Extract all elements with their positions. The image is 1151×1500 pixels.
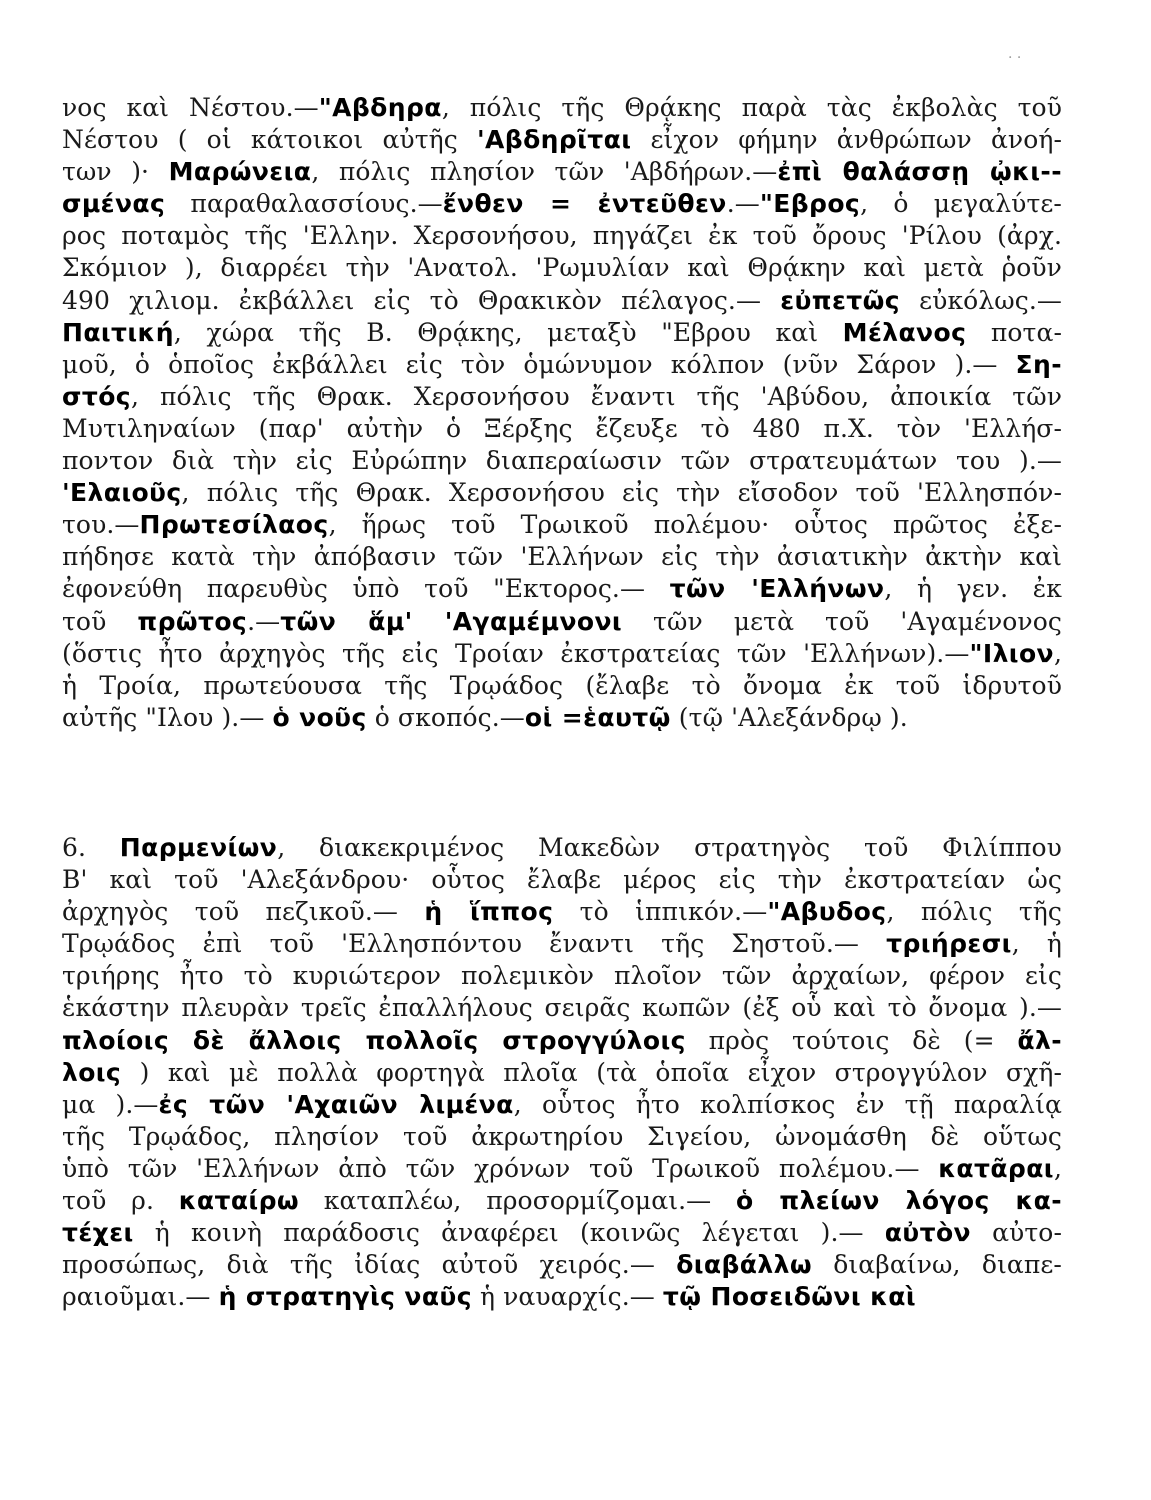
headword: Μαρώνεια [168, 157, 312, 187]
text-segment: τοῦ [62, 606, 138, 636]
headword: τῶν 'Ελλήνων [669, 574, 885, 604]
text-line [62, 1281, 1062, 1313]
text-segment: μα ).— [62, 1089, 159, 1119]
text-line [62, 349, 1062, 381]
text-line [62, 220, 1062, 252]
text-line [62, 606, 1062, 638]
text-segment: των )· [62, 157, 169, 187]
headword: ἡ στρατηγὶς ναῦς [218, 1282, 472, 1312]
text-segment: πήδησε κατὰ τὴν ἀπόβασιν τῶν 'Ελλήνων εἰς τὴν ἀσιατικὴν ἀκτὴν καὶ [62, 542, 1062, 572]
text-segment: διαβαίνω, διαπε- [811, 1250, 1062, 1280]
text-line [62, 445, 1062, 477]
text-segment: ἑκάστην πλευρὰν τρεῖς ἐπαλλήλους σειρᾶς κωπῶν (ἐξ οὗ καὶ τὸ ὄνομα ).— [62, 993, 1062, 1023]
headword: λοις [62, 1057, 122, 1087]
text-segment: (τῷ 'Αλεξάνδρῳ ). [670, 702, 908, 732]
text-segment: 6. [62, 833, 120, 862]
text-segment: ποντον διὰ τὴν εἰς Εὐρώπην διαπεραίωσιν τῶν στρατευμάτων του ).— [62, 446, 1062, 476]
text-segment: 490 χιλιομ. ἐκβάλλει εἰς τὸ Θρακικὸν πέλαγος.— [62, 285, 781, 315]
headword: Πρωτεσίλαος [139, 510, 329, 540]
text-segment: ποτα- [966, 317, 1062, 347]
headword: ἐς τῶν 'Αχαιῶν λιμένα [158, 1089, 514, 1119]
text-segment: ἡ Τροία, πρωτεύουσα τῆς Τρῳάδος (ἔλαβε τὸ ὄνομα ἐκ τοῦ ἱδρυτοῦ [62, 670, 1062, 700]
text-segment: αὐτῆς "Ιλου ).— [62, 702, 273, 732]
headword: διαβάλλω [676, 1250, 812, 1280]
text-line [62, 252, 1062, 284]
headword: ἐπὶ θαλάσσῃ ᾠκι-- [777, 157, 1062, 187]
text-line [62, 832, 1062, 864]
text-segment: ἡ κοινὴ παράδοσις ἀναφέρει (κοινῶς λέγεται ).— [133, 1218, 885, 1248]
headword: κατᾶραι [938, 1153, 1054, 1183]
text-line [62, 156, 1062, 188]
text-segment: ὑπὸ τῶν 'Ελλήνων ἀπὸ τῶν χρόνων τοῦ Τρωικοῦ πολέμου.— [62, 1153, 939, 1183]
text-segment: τῆς Τρῳάδος, πλησίον τοῦ ἀκρωτηρίου Σιγείου, ὠνομάσθη δὲ οὕτως [62, 1121, 1062, 1151]
text-line [62, 992, 1062, 1024]
text-line [62, 670, 1062, 702]
text-segment: ρος ποταμὸς τῆς 'Ελλην. Χερσονήσου, πηγάζει ἐκ τοῦ ὄρους 'Ρίλου (ἀρχ. [62, 221, 1062, 251]
text-segment: καταπλέω, προσορμίζομαι.— [299, 1186, 737, 1216]
headword: ἔνθεν = ἐντεῦθεν [442, 189, 727, 219]
text-line [62, 381, 1062, 413]
text-segment: πρὸς τούτοις δὲ (= [685, 1025, 1018, 1055]
text-segment: , ἥρως τοῦ Τρωικοῦ πολέμου· οὗτος πρῶτος ἐξε- [328, 510, 1062, 540]
headword: σμένας [62, 189, 166, 219]
headword: καταίρω [178, 1186, 299, 1216]
headword: Παιτική [62, 317, 174, 347]
text-segment: προσώπως, διὰ τῆς ἰδίας αὐτοῦ χειρός.— [62, 1250, 677, 1280]
text-segment: παραθαλασσίους.— [165, 189, 443, 219]
text-segment: του.— [62, 510, 140, 540]
text-line [62, 928, 1062, 960]
text-segment: μοῦ, ὁ ὁποῖος ἐκβάλλει εἰς τὸν ὁμώνυμον κόλπον (νῦν Σάρον ).— [62, 349, 1016, 379]
headword: "Αβυδος [767, 897, 887, 927]
text-segment: , πόλις τῆς [886, 897, 1062, 927]
text-segment: , ἡ γεν. ἐκ [884, 574, 1063, 604]
glossary-paragraph-1 [62, 92, 1062, 734]
headword: οἱ =ἑαυτῷ [524, 702, 671, 732]
text-segment: ) καὶ μὲ πολλὰ φορτηγὰ πλοῖα (τὰ ὁποῖα εἶχον στρογγύλον σχῆ- [121, 1057, 1062, 1087]
text-segment: , πόλις τῆς Θρακ. Χερσονήσου ἔναντι τῆς 'Αβύδου, ἀποικία τῶν [131, 381, 1062, 411]
text-segment: Μυτιληναίων (παρ' αὐτὴν ὁ Ξέρξης ἔζευξε τὸ 480 π.Χ. τὸν 'Ελλήσ- [62, 413, 1062, 443]
text-segment: , διακεκριμένος Μακεδὼν στρατηγὸς τοῦ Φιλίππου [277, 833, 1062, 862]
headword: τῶν ἅμ' 'Αγαμέμνονι [280, 606, 623, 636]
text-segment: .— [247, 606, 281, 636]
text-segment: νος καὶ Νέστου.— [62, 93, 319, 122]
text-line [62, 477, 1062, 509]
text-line [62, 1217, 1062, 1249]
text-segment: ἐφονεύθη παρευθὺς ὑπὸ τοῦ "Εκτορος.— [62, 574, 670, 604]
headword: ἄλ- [1017, 1025, 1062, 1055]
text-segment: ἀρχηγὸς τοῦ πεζικοῦ.— [62, 897, 425, 927]
headword: 'Αβδηρῖται [476, 125, 632, 155]
text-segment: ὁ σκοπός.— [366, 702, 525, 732]
text-segment: ραιοῦμαι.— [62, 1282, 219, 1312]
text-line [62, 509, 1062, 541]
text-segment: τῶν μετὰ τοῦ 'Αγαμένονος [622, 606, 1062, 636]
text-line [62, 896, 1062, 928]
text-segment: τοῦ ρ. [62, 1186, 179, 1216]
headword: ὁ νοῦς [272, 702, 367, 732]
text-segment: τὸ ἱππικόν.— [553, 897, 768, 927]
text-line [62, 413, 1062, 445]
text-segment: (ὅστις ἦτο ἀρχηγὸς τῆς εἰς Τροίαν ἐκστρατείας τῶν 'Ελλήνων).— [62, 638, 970, 668]
text-line [62, 1185, 1062, 1217]
text-line [62, 1025, 1062, 1057]
headword: πλοίοις δὲ ἄλλοις πολλοῖς στρογγύλοις [62, 1025, 686, 1055]
text-line [62, 638, 1062, 670]
text-line [62, 960, 1062, 992]
text-segment: .— [726, 189, 760, 219]
headword: Ση- [1015, 349, 1062, 379]
text-line [62, 1089, 1062, 1121]
headword: τριήρεσι [886, 929, 1012, 959]
headword: "Εβρος [759, 189, 861, 219]
headword: "Αβδηρα [318, 93, 442, 122]
headword: Παρμενίων [119, 833, 278, 862]
text-segment: ἡ ναυαρχίς.— [471, 1282, 663, 1312]
text-segment: τριήρης ἦτο τὸ κυριώτερον πολεμικὸν πλοῖον τῶν ἀρχαίων, φέρον εἰς [62, 961, 1062, 991]
headword: τέχει [62, 1218, 134, 1248]
text-segment: , χώρα τῆς Β. Θρᾴκης, μεταξὺ "Εβρου καὶ [173, 317, 843, 347]
text-line [62, 573, 1062, 605]
text-segment: Σκόμιον ), διαρρέει τὴν 'Ανατολ. 'Ρωμυλίαν καὶ Θρᾴκην καὶ μετὰ ῥοῦν [62, 253, 1062, 283]
text-segment: Β' καὶ τοῦ 'Αλεξάνδρου· οὗτος ἔλαβε μέρος εἰς τὴν ἐκστρατείαν ὡς [62, 865, 1062, 895]
text-segment: , πόλις τῆς Θρᾴκης παρὰ τὰς ἐκβολὰς τοῦ [441, 93, 1062, 122]
text-line [62, 124, 1062, 156]
headword: στός [62, 381, 132, 411]
text-segment: εὐκόλως.— [899, 285, 1062, 315]
text-segment: , ὁ μεγαλύτε- [860, 189, 1062, 219]
headword: πρῶτος [137, 606, 248, 636]
text-segment: Νέστου ( οἱ κάτοικοι αὐτῆς [62, 125, 477, 155]
text-segment: , πόλις τῆς Θρακ. Χερσονήσου εἰς τὴν εἴσοδον τοῦ 'Ελλησπόν- [181, 478, 1062, 508]
headword: εὐπετῶς [780, 285, 900, 315]
text-segment: , οὗτος ἦτο κολπίσκος ἐν τῇ παραλίᾳ [513, 1089, 1062, 1119]
headword: αὐτὸν [884, 1218, 971, 1248]
text-line [62, 92, 1062, 124]
text-line [62, 1121, 1062, 1153]
text-segment: , πόλις πλησίον τῶν 'Αβδήρων.— [311, 157, 778, 187]
corner-mark: · · [1008, 50, 1022, 66]
headword: "Ιλιον [969, 638, 1054, 668]
text-segment: Τρῳάδος ἐπὶ τοῦ 'Ελλησπόντου ἔναντι τῆς Σηστοῦ.— [62, 929, 887, 959]
text-line [62, 317, 1062, 349]
headword: Μέλανος [842, 317, 967, 347]
headword: τῷ Ποσειδῶνι καὶ [662, 1282, 916, 1312]
headword: ὁ πλείων λόγος κα- [736, 1186, 1063, 1216]
text-segment: , ἡ [1011, 929, 1063, 959]
text-line [62, 541, 1062, 573]
text-segment: εἶχον φήμην ἀνθρώπων ἀνοή- [631, 125, 1062, 155]
headword: ἡ ἵππος [424, 897, 554, 927]
text-segment: , [1053, 1153, 1062, 1183]
text-line [62, 1249, 1062, 1281]
text-line [62, 702, 1062, 734]
text-line [62, 285, 1062, 317]
text-line [62, 1153, 1062, 1185]
text-segment: αὐτο- [970, 1218, 1062, 1248]
text-line [62, 864, 1062, 896]
text-line [62, 188, 1062, 220]
text-line [62, 1057, 1062, 1089]
text-segment: , [1053, 638, 1062, 668]
headword: 'Ελαιοῦς [62, 478, 182, 508]
glossary-paragraph-2 [62, 832, 1062, 1313]
